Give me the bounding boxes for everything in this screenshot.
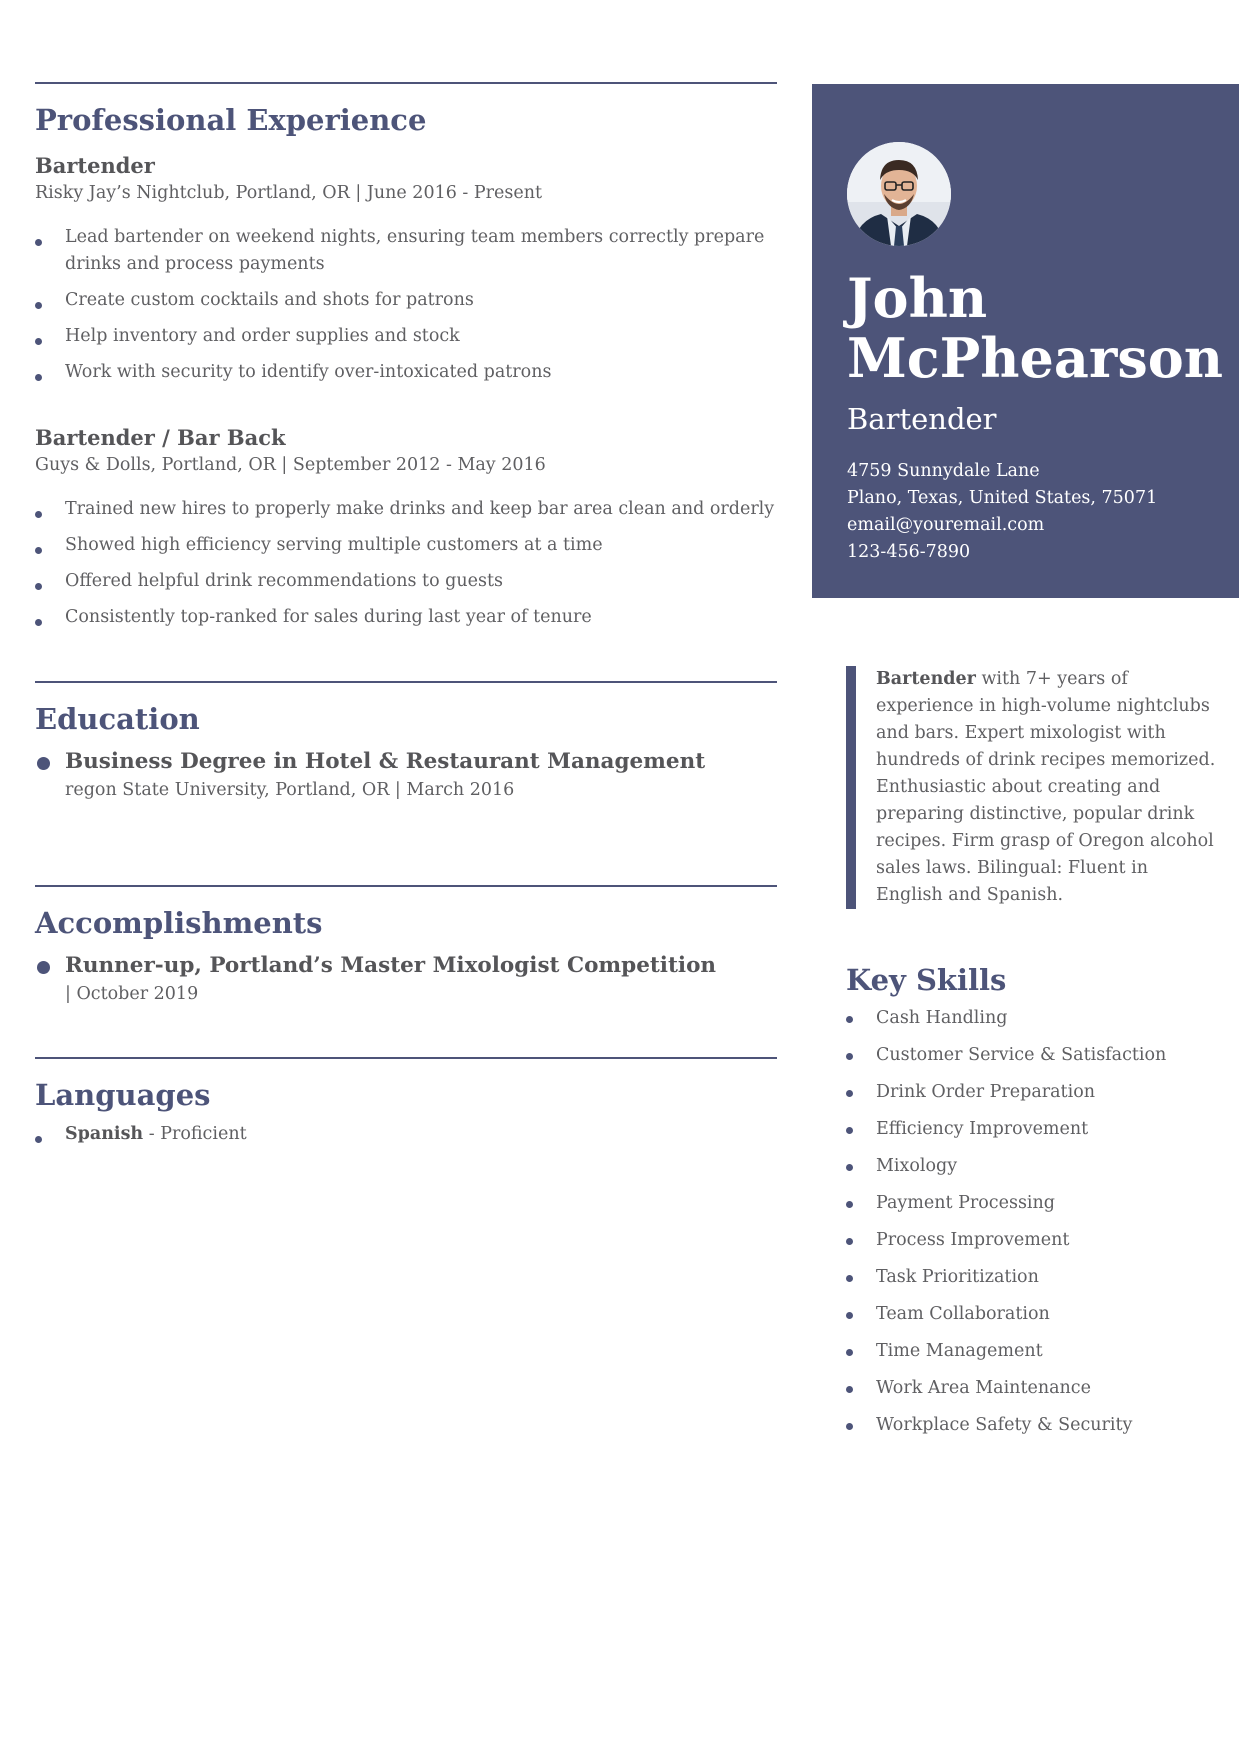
profile-header bbox=[812, 84, 1239, 598]
skill-text: Mixology bbox=[876, 1156, 958, 1176]
bullet-icon bbox=[846, 1275, 853, 1282]
skills-list bbox=[846, 1000, 1216, 1444]
list-item bbox=[846, 1407, 1216, 1444]
bullet-text: Showed high efficiency serving multiple customers at a time bbox=[65, 535, 603, 555]
list-item bbox=[35, 323, 777, 350]
bullet-text: Work with security to identify over-intoxicated patrons bbox=[65, 362, 552, 382]
bullet-text: Lead bartender on weekend nights, ensuring team members correctly prepare drinks and process payments bbox=[65, 227, 765, 274]
list-item bbox=[846, 1148, 1216, 1185]
section-divider bbox=[35, 885, 777, 887]
list-item bbox=[846, 1259, 1216, 1296]
bullet-icon bbox=[35, 547, 42, 554]
list-item bbox=[35, 224, 777, 278]
bullet-icon bbox=[35, 583, 42, 590]
summary bbox=[846, 666, 1216, 909]
list-item bbox=[846, 1370, 1216, 1407]
section-divider bbox=[35, 1057, 777, 1059]
bullet-icon bbox=[846, 1016, 853, 1023]
list-item bbox=[35, 604, 777, 631]
list-item bbox=[35, 1121, 777, 1148]
summary-lead: Bartender bbox=[876, 669, 976, 689]
email: email@youremail.com bbox=[847, 515, 1045, 535]
experience-heading: Professional Experience bbox=[35, 103, 427, 137]
accomplishment-meta: | October 2019 bbox=[65, 984, 199, 1004]
list-item bbox=[846, 1185, 1216, 1222]
skill-text: Customer Service & Satisfaction bbox=[876, 1045, 1167, 1065]
summary-text: with 7+ years of experience in high-volume nightclubs and bars. Expert mixologist with hundreds of drink recipes memorized. Enthusiastic about creating and preparing distinctive, popular drink recipes. Firm grasp of Oregon alcohol sales laws. Bilingual: Fluent in English and Spanish. bbox=[876, 669, 1216, 905]
list-item bbox=[846, 1333, 1216, 1370]
bullet-icon bbox=[846, 1386, 853, 1393]
section-divider bbox=[35, 82, 777, 84]
bullet-icon bbox=[846, 1053, 853, 1060]
list-item bbox=[35, 532, 777, 559]
phone: 123-456-7890 bbox=[847, 542, 971, 562]
bullet-text: Offered helpful drink recommendations to guests bbox=[65, 571, 504, 591]
job-bullets bbox=[35, 496, 777, 631]
skill-text: Cash Handling bbox=[876, 1008, 1008, 1028]
skill-text: Drink Order Preparation bbox=[876, 1082, 1095, 1102]
skill-text: Workplace Safety & Security bbox=[876, 1415, 1133, 1435]
job-title: Bartender bbox=[35, 153, 155, 178]
list-item bbox=[35, 287, 777, 314]
bullet-icon bbox=[846, 1164, 853, 1171]
skill-text: Task Prioritization bbox=[876, 1267, 1039, 1287]
bullet-icon bbox=[846, 1349, 853, 1356]
education-entry bbox=[35, 747, 777, 803]
list-item bbox=[846, 1074, 1216, 1111]
bullet-icon bbox=[35, 619, 42, 626]
person-photo-icon bbox=[847, 142, 951, 246]
language-level: - Proficient bbox=[143, 1124, 247, 1144]
bullet-icon bbox=[35, 1136, 42, 1143]
section-divider bbox=[35, 681, 777, 683]
bullet-icon bbox=[35, 374, 42, 381]
list-item bbox=[846, 1222, 1216, 1259]
job-entry bbox=[35, 152, 777, 386]
skill-text: Time Management bbox=[876, 1341, 1043, 1361]
bullet-icon bbox=[35, 302, 42, 309]
address-line-1: 4759 Sunnydale Lane bbox=[847, 461, 1040, 481]
accomplishment-entry bbox=[35, 951, 777, 1007]
list-item bbox=[846, 1111, 1216, 1148]
bullet-icon bbox=[846, 1423, 853, 1430]
degree-title: Business Degree in Hotel & Restaurant Management bbox=[65, 749, 706, 774]
list-item bbox=[35, 496, 777, 523]
bullet-icon bbox=[846, 1238, 853, 1245]
bullet-text: Help inventory and order supplies and stock bbox=[65, 326, 460, 346]
job-entry bbox=[35, 424, 777, 631]
first-name: John bbox=[847, 266, 988, 330]
bullet-icon bbox=[35, 338, 42, 345]
bullet-icon bbox=[846, 1312, 853, 1319]
job-title: Bartender / Bar Back bbox=[35, 425, 286, 450]
bullet-icon bbox=[37, 757, 50, 770]
bullet-icon bbox=[846, 1201, 853, 1208]
skill-text: Payment Processing bbox=[876, 1193, 1055, 1213]
languages-heading: Languages bbox=[35, 1078, 211, 1112]
list-item bbox=[35, 568, 777, 595]
bullet-icon bbox=[846, 1127, 853, 1134]
languages-list bbox=[35, 1121, 777, 1148]
list-item bbox=[846, 1000, 1216, 1037]
candidate-name bbox=[847, 268, 1227, 388]
job-meta: Guys & Dolls, Portland, OR | September 2012 - May 2016 bbox=[35, 455, 546, 475]
key-skills bbox=[846, 960, 1216, 1444]
bullet-text: Create custom cocktails and shots for patrons bbox=[65, 290, 474, 310]
education-meta: regon State University, Portland, OR | March 2016 bbox=[65, 780, 515, 800]
skill-text: Team Collaboration bbox=[876, 1304, 1050, 1324]
left-column bbox=[35, 82, 777, 1148]
bullet-icon bbox=[846, 1090, 853, 1097]
bullet-icon bbox=[37, 961, 50, 974]
contact-info bbox=[847, 458, 1157, 566]
list-item bbox=[846, 1296, 1216, 1333]
accomplishment-title: Runner-up, Portland’s Master Mixologist Competition bbox=[65, 953, 717, 978]
accomplishments-heading: Accomplishments bbox=[35, 906, 323, 940]
list-item bbox=[846, 1037, 1216, 1074]
address-line-2: Plano, Texas, United States, 75071 bbox=[847, 488, 1158, 508]
bullet-icon bbox=[35, 511, 42, 518]
candidate-role: Bartender bbox=[847, 402, 997, 436]
skill-text: Efficiency Improvement bbox=[876, 1119, 1089, 1139]
list-item bbox=[35, 359, 777, 386]
last-name: McPhearson bbox=[847, 326, 1223, 390]
skill-text: Process Improvement bbox=[876, 1230, 1070, 1250]
bullet-text: Trained new hires to properly make drinks and keep bar area clean and orderly bbox=[65, 499, 775, 519]
avatar bbox=[847, 142, 951, 246]
skills-heading: Key Skills bbox=[846, 963, 1007, 997]
language-name: Spanish bbox=[65, 1124, 144, 1144]
job-meta: Risky Jay’s Nightclub, Portland, OR | June 2016 - Present bbox=[35, 183, 543, 203]
skill-text: Work Area Maintenance bbox=[876, 1378, 1091, 1398]
bullet-icon bbox=[35, 239, 42, 246]
bullet-text: Consistently top-ranked for sales during last year of tenure bbox=[65, 607, 592, 627]
job-bullets bbox=[35, 224, 777, 386]
education-heading: Education bbox=[35, 702, 200, 736]
